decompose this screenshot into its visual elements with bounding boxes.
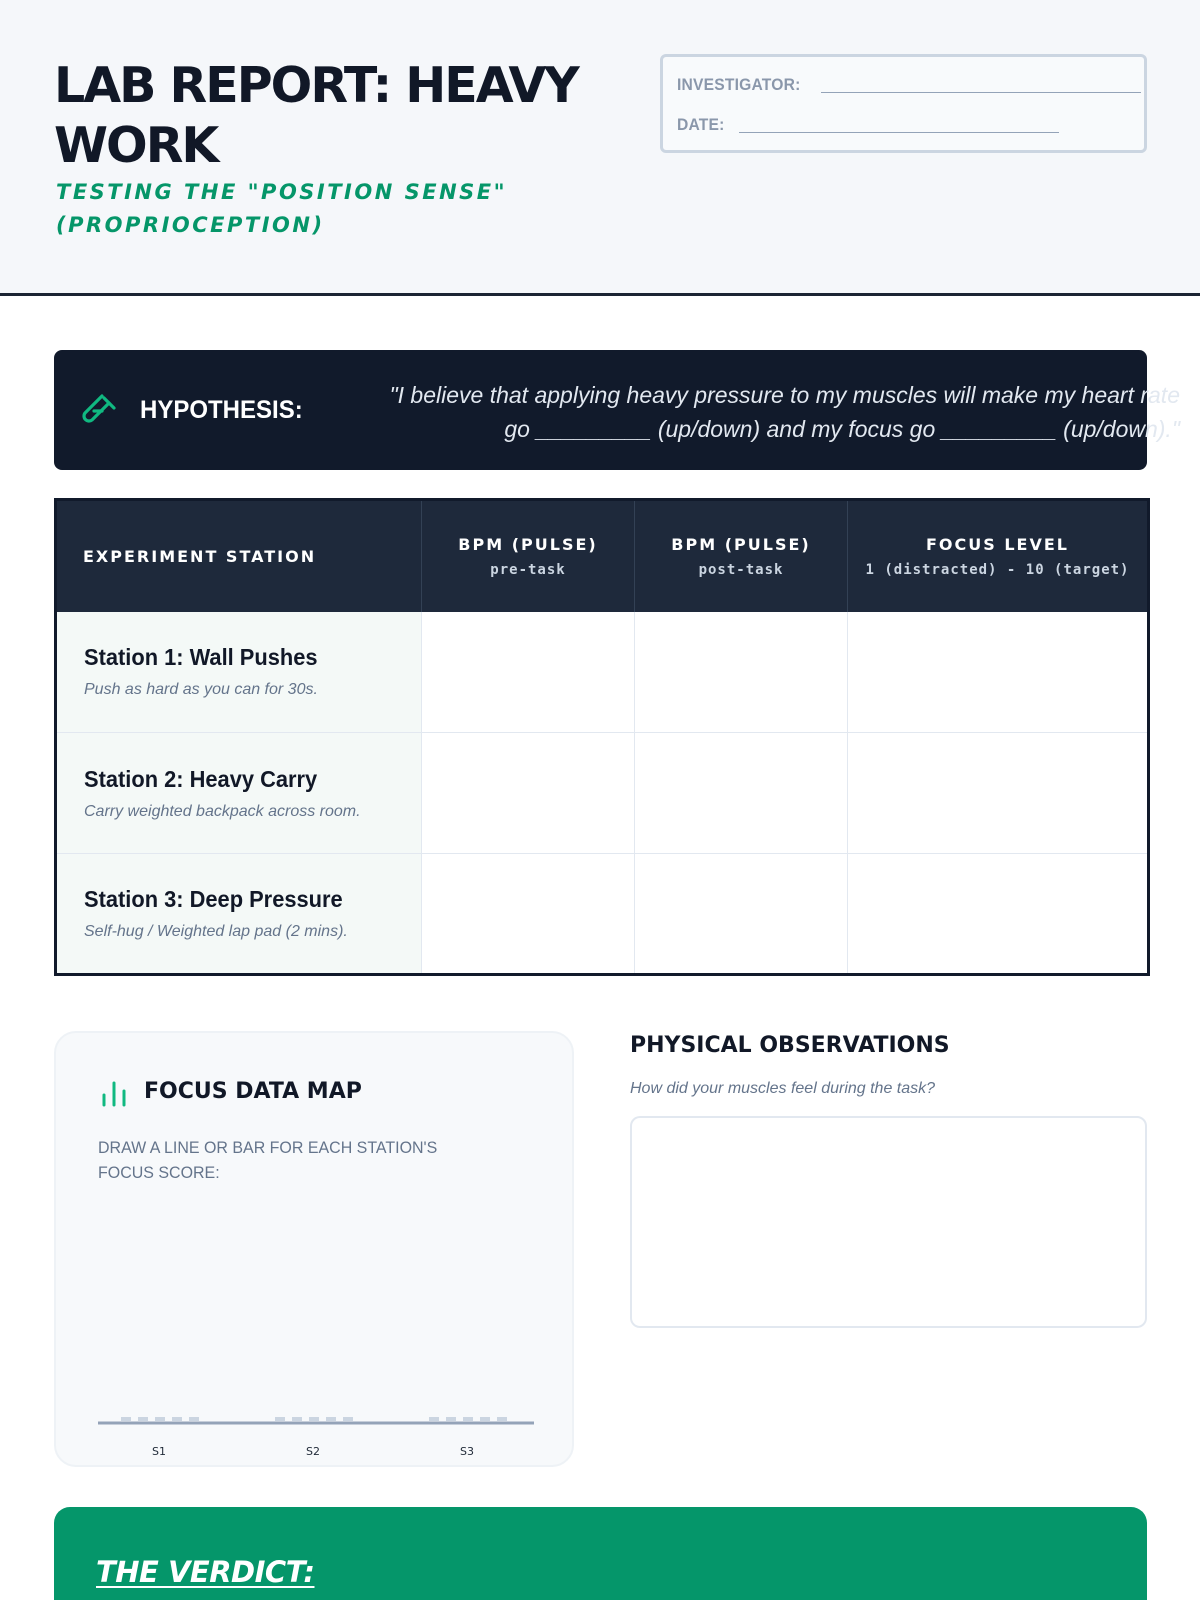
hypothesis-banner bbox=[54, 350, 1180, 470]
col-header-bpm-pre bbox=[422, 500, 635, 612]
focus-map-instruction: DRAW A LINE OR BAR FOR EACH STATION'S FOCUS SCORE: bbox=[98, 1138, 438, 1182]
col-header-label: BPM (PULSE) bbox=[458, 534, 598, 554]
investigator-info-box bbox=[660, 54, 1147, 153]
observations-question: How did your muscles feel during the task? bbox=[630, 1080, 936, 1097]
investigator-field[interactable] bbox=[821, 92, 1141, 93]
col-header-bpm-post bbox=[635, 500, 848, 612]
focus-map-title: FOCUS DATA MAP bbox=[144, 1079, 362, 1104]
col-header-label: BPM (PULSE) bbox=[671, 534, 811, 554]
x-tick-label: S3 bbox=[460, 1445, 474, 1458]
test-tube-icon bbox=[80, 392, 120, 432]
bpm-pre-cell[interactable] bbox=[422, 733, 635, 854]
col-header-station bbox=[56, 500, 422, 612]
experiment-table bbox=[54, 498, 1150, 976]
hypothesis-label: HYPOTHESIS: bbox=[140, 396, 303, 424]
focus-data-map-card bbox=[54, 1031, 574, 1467]
table-row bbox=[56, 854, 1149, 975]
focus-level-cell[interactable] bbox=[848, 733, 1149, 854]
station-cell bbox=[56, 733, 422, 854]
verdict-section bbox=[54, 1507, 1147, 1600]
hypothesis-text: "I believe that applying heavy pressure to my muscles will make my heart rate go _________ (up/down) and my focus go _________ (up/down)." bbox=[389, 382, 1180, 442]
page-subtitle: TESTING THE "POSITION SENSE" (PROPRIOCEPTION) bbox=[56, 180, 508, 237]
col-header-sublabel: 1 (distracted) - 10 (target) bbox=[865, 561, 1130, 578]
col-header-label: EXPERIMENT STATION bbox=[83, 546, 317, 566]
col-header-focus bbox=[848, 500, 1149, 612]
station-name: Station 2: Heavy Carry bbox=[84, 765, 318, 792]
page-title: LAB REPORT: HEAVY WORK bbox=[54, 57, 578, 174]
table-row bbox=[56, 733, 1149, 854]
bpm-post-cell[interactable] bbox=[635, 854, 848, 975]
observations-answer-box[interactable] bbox=[630, 1116, 1147, 1328]
station-description: Carry weighted backpack across room. bbox=[84, 802, 361, 820]
station-description: Self-hug / Weighted lap pad (2 mins). bbox=[84, 923, 348, 940]
station-description: Push as hard as you can for 30s. bbox=[84, 681, 318, 699]
station-name: Station 1: Wall Pushes bbox=[84, 644, 318, 671]
station-name: Station 3: Deep Pressure bbox=[84, 886, 343, 912]
bpm-pre-cell[interactable] bbox=[422, 612, 635, 733]
focus-chart[interactable] bbox=[56, 1033, 576, 1469]
investigator-row bbox=[677, 75, 1141, 95]
table-row bbox=[56, 612, 1149, 733]
investigator-label: INVESTIGATOR: bbox=[677, 75, 801, 94]
col-header-sublabel: pre-task bbox=[490, 561, 566, 578]
observations-title: PHYSICAL OBSERVATIONS bbox=[630, 1033, 950, 1058]
date-label: DATE: bbox=[677, 115, 725, 134]
bpm-pre-cell[interactable] bbox=[422, 854, 635, 975]
x-tick-label: S2 bbox=[306, 1445, 320, 1458]
col-header-label: FOCUS LEVEL bbox=[926, 534, 1069, 554]
verdict-title: THE VERDICT: bbox=[96, 1555, 315, 1589]
focus-level-cell[interactable] bbox=[848, 854, 1149, 975]
bpm-post-cell[interactable] bbox=[635, 612, 848, 733]
date-field[interactable] bbox=[739, 132, 1059, 133]
report-header bbox=[0, 0, 1200, 296]
focus-level-cell[interactable] bbox=[848, 612, 1149, 733]
bpm-post-cell[interactable] bbox=[635, 733, 848, 854]
date-row bbox=[677, 115, 1059, 135]
station-cell bbox=[56, 854, 422, 975]
table-header-row bbox=[56, 500, 1149, 612]
col-header-sublabel: post-task bbox=[698, 561, 784, 578]
x-tick-label: S1 bbox=[152, 1445, 166, 1458]
station-cell bbox=[56, 612, 422, 733]
